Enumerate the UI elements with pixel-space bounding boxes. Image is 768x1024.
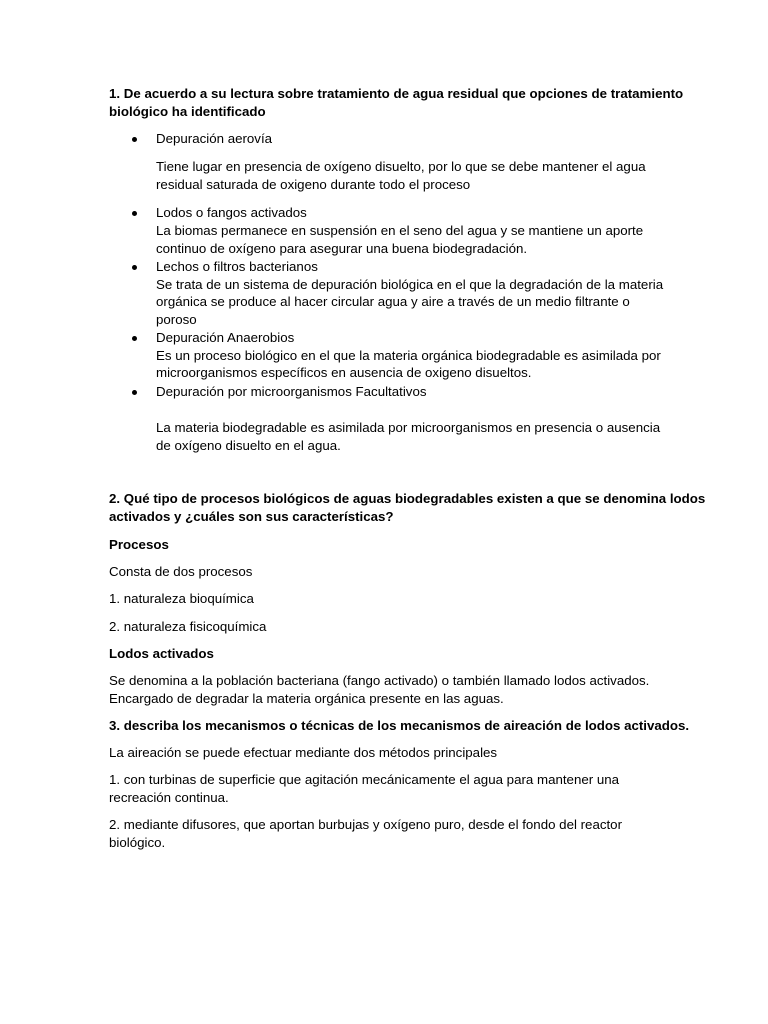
list-item-description: continuo de oxígeno para asegurar una buena biodegradación.	[156, 241, 528, 256]
list-item-description: residual saturada de oxigeno durante todo el proceso	[156, 177, 471, 192]
list-item-label: Depuración por microorganismos Facultativos	[156, 384, 427, 399]
list-item-description: La biomas permanece en suspensión en el seno del agua y se mantiene un aporte	[156, 223, 644, 238]
question-1-title-line-2: biológico ha identificado	[109, 104, 266, 119]
list-item-label: Depuración aerovía	[156, 131, 273, 146]
bullet-icon	[132, 137, 137, 142]
bullet-icon	[132, 211, 137, 216]
aireacion-intro: La aireación se puede efectuar mediante dos métodos principales	[109, 745, 498, 760]
aireacion-method-2-line-2: biológico.	[109, 835, 166, 850]
bullet-icon	[132, 265, 137, 270]
list-item-label: Lechos o filtros bacterianos	[156, 259, 318, 274]
list-item-label: Lodos o fangos activados	[156, 205, 307, 220]
procesos-heading: Procesos	[109, 537, 169, 552]
question-2-title-line-1: 2. Qué tipo de procesos biológicos de aguas biodegradables existen a que se denomina lodos	[109, 491, 706, 506]
lodos-paragraph-line-1: Se denomina a la población bacteriana (fango activado) o también llamado lodos activados.	[109, 673, 650, 688]
list-item-description: de oxígeno disuelto en el agua.	[156, 438, 341, 453]
list-item-label: Depuración Anaerobios	[156, 330, 295, 345]
aireacion-method-1-line-1: 1. con turbinas de superficie que agitación mecánicamente el agua para mantener una	[109, 772, 620, 787]
aireacion-method-1-line-2: recreación continua.	[109, 790, 229, 805]
list-item-description: microorganismos específicos en ausencia de oxigeno disueltos.	[156, 365, 532, 380]
list-item-description: Es un proceso biológico en el que la materia orgánica biodegradable es asimilada por	[156, 348, 661, 363]
list-item-description: poroso	[156, 312, 197, 327]
procesos-intro: Consta de dos procesos	[109, 564, 253, 579]
lodos-paragraph-line-2: Encargado de degradar la materia orgánica presente en las aguas.	[109, 691, 504, 706]
question-2-title-line-2: activados y ¿cuáles son sus características?	[109, 509, 394, 524]
list-item-description: orgánica se produce al hacer circular agua y aire a través de un medio filtrante o	[156, 294, 630, 309]
proceso-item: 1. naturaleza bioquímica	[109, 591, 254, 606]
list-item-description: Se trata de un sistema de depuración biológica en el que la degradación de la materia	[156, 277, 664, 292]
aireacion-method-2-line-1: 2. mediante difusores, que aportan burbujas y oxígeno puro, desde el fondo del reactor	[109, 817, 623, 832]
lodos-heading: Lodos activados	[109, 646, 214, 661]
bullet-icon	[132, 336, 137, 341]
question-1-title-line-1: 1. De acuerdo a su lectura sobre tratamiento de agua residual que opciones de tratamiento	[109, 86, 684, 101]
bullet-icon	[132, 390, 137, 395]
question-3-title: 3. describa los mecanismos o técnicas de los mecanismos de aireación de lodos activados.	[109, 718, 690, 733]
list-item-description: Tiene lugar en presencia de oxígeno disuelto, por lo que se debe mantener el agua	[156, 159, 646, 174]
proceso-item: 2. naturaleza fisicoquímica	[109, 619, 267, 634]
list-item-description: La materia biodegradable es asimilada por microorganismos en presencia o ausencia	[156, 420, 661, 435]
